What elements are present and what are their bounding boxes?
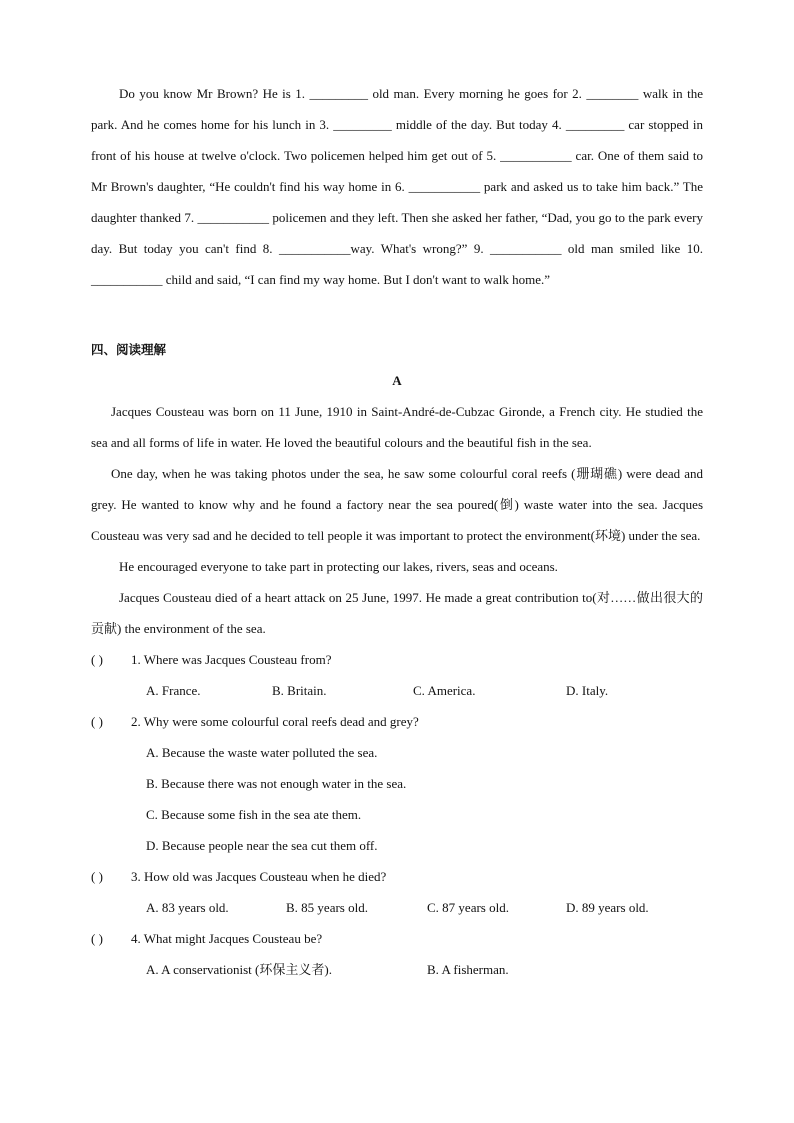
answer-blank[interactable]: ( ) [91,869,103,884]
question-1-options [91,675,703,706]
question-text: 1. Where was Jacques Cousteau from? [131,652,332,667]
option-d[interactable]: D. Italy. [566,683,609,698]
passage-paragraph: He encouraged everyone to take part in protecting our lakes, rivers, seas and oceans. [119,559,558,574]
option-d[interactable]: D. Because people near the sea cut them off. [146,838,378,853]
option-c[interactable]: C. America. [413,683,476,698]
question-1 [91,644,703,675]
option-a[interactable]: A. France. [146,683,201,698]
option-b[interactable]: B. 85 years old. [286,900,368,915]
option-b[interactable]: B. A fisherman. [427,962,509,977]
answer-blank[interactable]: ( ) [91,714,103,729]
passage-paragraph: One day, when he was taking photos under the sea, he saw some colourful coral reefs (珊瑚礁) were dead and grey. He wanted to know why and he found a factory near the sea poured(倒) waste water into the sea. Jacques Cousteau was very sad and he decided to tell people it was important to protect the environment(环境) under the sea. [91,466,703,543]
question-4-options [91,954,703,985]
worksheet-page [91,78,703,985]
question-text: 2. Why were some colourful coral reefs dead and grey? [131,714,419,729]
section-heading: 四、阅读理解 [91,342,167,357]
option-a[interactable]: A. Because the waste water polluted the sea. [146,745,378,760]
passage-paragraph: Jacques Cousteau was born on 11 June, 1910 in Saint-André-de-Cubzac Gironde, a French city. He studied the sea and all forms of life in water. He loved the beautiful colours and the beautiful fish in the sea. [91,404,703,450]
answer-blank[interactable]: ( ) [91,652,103,667]
question-2 [91,706,703,737]
cloze-passage: Do you know Mr Brown? He is 1. _________ old man. Every morning he goes for 2. ________ walk in the park. And he comes home for his lunch in 3. _________ middle of the day. But today 4. _________ car stopped in front of his house at twelve o'clock. Two policemen helped him get out of 5. ___________ car. One of them said to Mr Brown's daughter, “He couldn't find his way home in 6. ___________ park and asked us to take him back.” The daughter thanked 7. ___________ policemen and they left. Then she asked her father, “Dad, you go to the park every day. But today you can't find 8. ___________way. What's wrong?” 9. ___________ old man smiled like 10. ___________ child and said, “I can find my way home. But I don't want to walk home.” [91,86,703,287]
question-text: 3. How old was Jacques Cousteau when he died? [131,869,387,884]
passage-paragraph: Jacques Cousteau died of a heart attack on 25 June, 1997. He made a great contribution to(对……做出很大的贡献) the environment of the sea. [91,590,703,636]
question-text: 4. What might Jacques Cousteau be? [131,931,323,946]
question-3-options [91,892,703,923]
answer-blank[interactable]: ( ) [91,931,103,946]
option-a[interactable]: A. A conservationist (环保主义者). [146,962,332,977]
option-b[interactable]: B. Because there was not enough water in the sea. [146,776,407,791]
option-b[interactable]: B. Britain. [272,683,327,698]
option-d[interactable]: D. 89 years old. [566,900,649,915]
question-3 [91,861,703,892]
option-a[interactable]: A. 83 years old. [146,900,229,915]
question-4 [91,923,703,954]
passage-label: A [392,373,402,388]
option-c[interactable]: C. 87 years old. [427,900,509,915]
option-c[interactable]: C. Because some fish in the sea ate them. [146,807,362,822]
